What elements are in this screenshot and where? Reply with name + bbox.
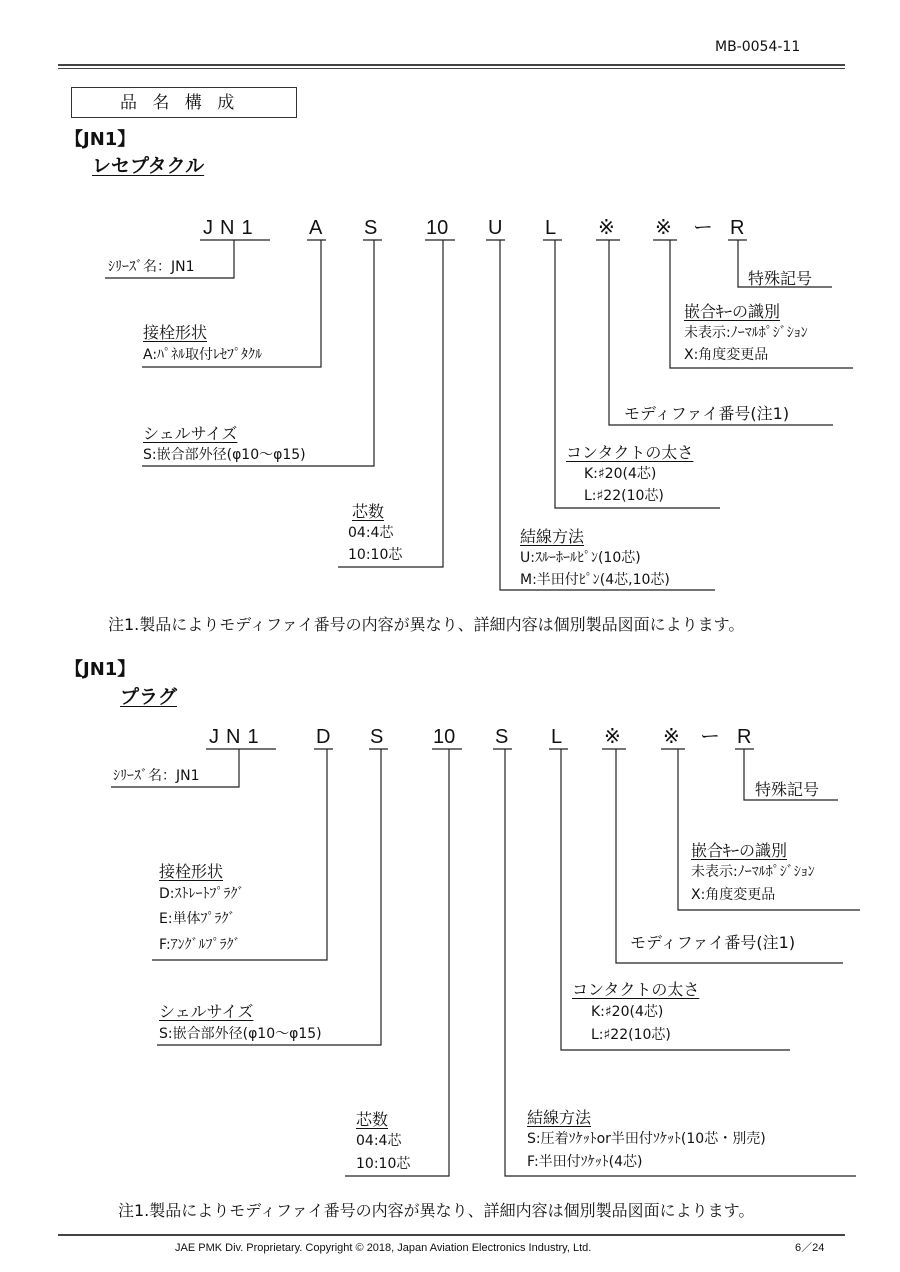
wiring-item-m: M:半田付ﾋﾟﾝ(4芯,10芯) [520,572,670,588]
code-dash: ー [693,217,713,239]
code-cores: 10 [426,217,449,239]
plug-modify-label: モディファイ番号(注1) [630,933,796,952]
contact-shape-item: A:ﾊﾟﾈﾙ取付ﾚｾﾌﾟﾀｸﾙ [143,347,263,363]
plug-series: 【JN1】 [65,659,136,680]
plug-code-wiring: S [495,726,509,748]
plug-code-series: JN1 [209,726,266,748]
plug-contact-shape-e: E:単体ﾌﾟﾗｸﾞ [159,911,236,927]
plug-note: 注1.製品によりモディファイ番号の内容が異なり、詳細内容は個別製品図面によります。 [118,1201,755,1220]
footer-copyright: JAE PMK Div. Proprietary. Copyright © 2018, Japan Aviation Electronics Industry, Ltd. [175,1242,592,1254]
shell-size-item: S:嵌合部外径(φ10～φ15) [143,447,306,463]
doc-id: MB-0054-11 [715,39,801,55]
contact-shape-title: 接栓形状 [143,323,208,342]
plug-special-label: 特殊記号 [755,780,820,799]
receptacle-note: 注1.製品によりモディファイ番号の内容が異なり、詳細内容は個別製品図面によります。 [108,615,745,634]
code-shell-size: S [364,217,378,239]
cores-title: 芯数 [352,502,385,521]
page-number: 6／24 [795,1242,825,1254]
plug-code-special: R [737,726,752,748]
wiring-title: 結線方法 [520,527,585,546]
cores-item-10: 10:10芯 [348,547,403,563]
plug-key-item-normal: 未表示:ﾉｰﾏﾙﾎﾟｼﾞｼｮﾝ [691,864,815,880]
shell-size-title: シェルサイズ [143,424,238,443]
plug-name: プラグ [120,686,178,708]
contact-size-title: コンタクトの太さ [566,443,694,462]
code-series: JN1 [203,217,260,239]
plug-code-key: ※ [663,726,680,748]
special-label: 特殊記号 [748,269,813,288]
plug-contact-size-l: L:♯22(10芯) [591,1027,671,1043]
footer-rule [58,1234,845,1236]
plug-code-contact-shape: D [316,726,331,748]
plug-key-item-x: X:角度変更品 [691,887,776,903]
plug-shell-size-item: S:嵌合部外径(φ10～φ15) [159,1026,322,1042]
plug-contact-size-title: コンタクトの太さ [572,980,700,999]
contact-size-item-l: L:♯22(10芯) [584,488,664,504]
plug-wiring-item-s: S:圧着ｿｹｯﾄor半田付ｿｹｯﾄ(10芯・別売) [527,1131,766,1147]
plug-wiring-title: 結線方法 [527,1108,592,1127]
code-special: R [730,217,745,239]
plug-contact-size-k: K:♯20(4芯) [591,1004,664,1020]
code-modify: ※ [598,217,615,239]
plug-contact-shape-f: F:ｱﾝｸﾞﾙﾌﾟﾗｸﾞ [159,937,241,953]
receptacle-series: 【JN1】 [65,129,136,150]
plug-code-cores: 10 [433,726,456,748]
plug-code-dash: ー [700,726,720,748]
plug-shell-size-title: シェルサイズ [159,1002,254,1021]
plug-cores-item-10: 10:10芯 [356,1156,411,1172]
cores-item-4: 04:4芯 [348,525,394,541]
plug-code-shell-size: S [370,726,384,748]
plug-key-title: 嵌合ｷｰの識別 [691,841,788,860]
plug-series-name: ｼﾘｰｽﾞ名：JN1 [113,768,200,784]
section-title: 品 名 構 成 [120,93,240,113]
plug-code-contact-size: L [551,726,563,748]
plug-contact-shape-d: D:ｽﾄﾚｰﾄﾌﾟﾗｸﾞ [159,886,245,902]
series-name: ｼﾘｰｽﾞ名：JN1 [108,259,195,275]
plug-cores-title: 芯数 [356,1110,389,1129]
wiring-item-u: U:ｽﾙｰﾎｰﾙﾋﾟﾝ(10芯) [520,550,641,566]
plug-wiring-item-f: F:半田付ｿｹｯﾄ(4芯) [527,1154,643,1170]
modify-label: モディファイ番号(注1) [624,404,790,423]
plug-cores-item-4: 04:4芯 [356,1133,402,1149]
code-contact-shape: A [309,217,323,239]
code-wiring: U [488,217,503,239]
code-contact-size: L [545,217,557,239]
receptacle-name: レセプタクル [92,155,205,177]
contact-size-item-k: K:♯20(4芯) [584,466,657,482]
key-title: 嵌合ｷｰの識別 [684,302,781,321]
plug-contact-shape-title: 接栓形状 [159,862,224,881]
plug-code-modify: ※ [604,726,621,748]
key-item-x: X:角度変更品 [684,347,769,363]
code-key: ※ [655,217,672,239]
key-item-normal: 未表示:ﾉｰﾏﾙﾎﾟｼﾞｼｮﾝ [684,325,808,341]
